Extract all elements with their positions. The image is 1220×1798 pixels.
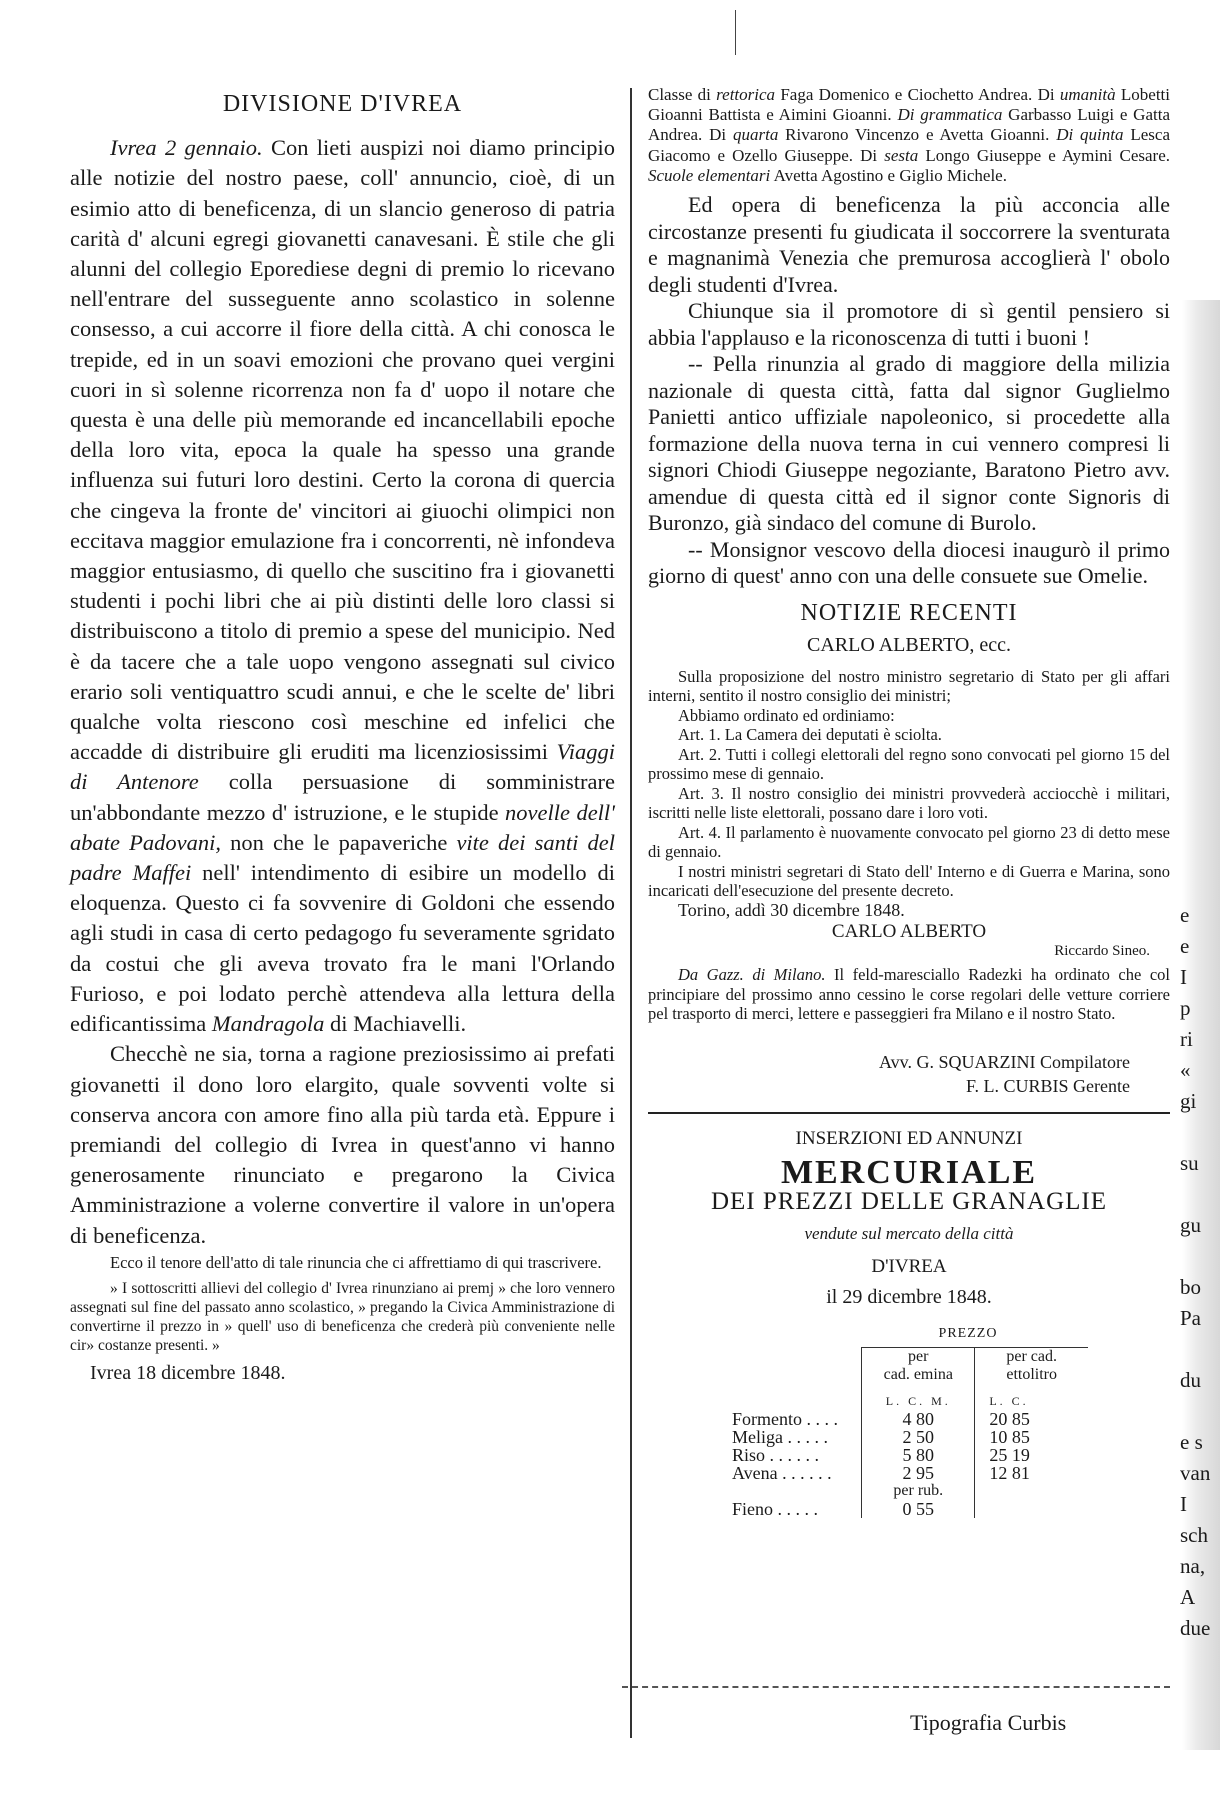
decree-king-signature: CARLO ALBERTO [831, 921, 987, 943]
class-name: Di quinta [1056, 125, 1124, 145]
edge-fragment: bo [1180, 1275, 1201, 1299]
book-title: Mandragola [211, 1011, 325, 1037]
article-paragraph [70, 133, 615, 1039]
edge-fragment: « [1180, 1058, 1191, 1082]
table-row [728, 1428, 1088, 1446]
edge-fragment: Pa [1180, 1306, 1201, 1330]
class-name: Scuole elementari [648, 165, 771, 185]
table-row [728, 1500, 1088, 1518]
edge-fragment: p [1180, 996, 1191, 1020]
price-ettolitro: 12 81 [975, 1464, 1088, 1482]
adjacent-page-fragments [1180, 900, 1220, 1644]
prezzo-header: PREZZO [938, 1325, 998, 1341]
decree-order: Abbiamo ordinato ed ordiniamo: [678, 705, 895, 725]
compilatore-line: Avv. G. SQUARZINI Compilatore [879, 1051, 1130, 1072]
price-emina: 5 80 [862, 1446, 975, 1464]
price-table [728, 1321, 1088, 1519]
dateline: Ivrea 2 gennaio. [110, 135, 263, 161]
text-run: Classe di [648, 85, 717, 104]
decree-article: Art. 3. Il nostro consiglio dei ministri provvederà acciocchè i militari, iscritti nelle liste elettorali, possano dare i loro voti. [648, 783, 1170, 823]
city-label: D'IVREA [871, 1255, 947, 1277]
edge-fragment: e s [1180, 1430, 1203, 1454]
price-ettolitro: 10 85 [975, 1428, 1088, 1446]
edge-fragment: du [1180, 1368, 1201, 1392]
edge-fragment: na, [1180, 1554, 1206, 1578]
unit-note: per rub. [862, 1482, 975, 1500]
edge-fragment: I [1180, 965, 1187, 989]
grain-name: Formento . . . . [732, 1409, 838, 1430]
class-name: sesta [884, 145, 919, 165]
edge-fragment [1180, 1334, 1220, 1365]
price-emina: 2 95 [862, 1464, 975, 1482]
edge-fragment [1180, 1179, 1220, 1210]
header-line: per [908, 1348, 929, 1366]
edge-fragment: van [1180, 1461, 1211, 1485]
text-run: Faga Domenico e Ciochetto Andrea. Di [775, 85, 1060, 104]
decree-date: Torino, addì 30 dicembre 1848. [678, 899, 905, 920]
units-row [728, 1384, 1088, 1410]
price-ettolitro: 20 85 [975, 1410, 1088, 1428]
grain-name: Fieno . . . . . [732, 1499, 819, 1520]
table-header-row [728, 1348, 1088, 1385]
price-emina: 2 50 [862, 1428, 975, 1446]
decree-article: Art. 2. Tutti i collegi elettorali del regno sono convocati pel giorno 15 del prossimo mese di gennaio. [648, 744, 1170, 784]
mercuriale-title: MERCURIALE [780, 1154, 1038, 1192]
edge-fragment: gi [1180, 1089, 1197, 1113]
edge-fragment: su [1180, 1151, 1199, 1175]
edge-fragment: e [1180, 903, 1190, 927]
act-signature: Ivrea 18 dicembre 1848. [90, 1361, 286, 1384]
editor-credits [648, 1050, 1170, 1098]
class-name: umanità [1059, 85, 1116, 104]
article-paragraph: Chiunque sia il promotore di sì gentil pensiero si abbia l'applauso e la riconoscenza di tutti i buoni ! [648, 298, 1170, 350]
grain-name: Meliga . . . . . [732, 1427, 828, 1448]
edge-fragment: ri [1180, 1027, 1193, 1051]
units-cell: L. C. M. [862, 1384, 975, 1410]
edge-fragment [1180, 1396, 1220, 1427]
grain-name: Riso . . . . . . [732, 1445, 820, 1466]
column-header [975, 1348, 1088, 1385]
table-row [728, 1410, 1088, 1428]
text-run: Lobetti Gioanni Battista e Aimini Gioanni. [648, 85, 1170, 125]
column-top-mark [735, 10, 736, 55]
price-date: il 29 dicembre 1848. [826, 1286, 992, 1309]
header-line: ettolitro [1006, 1366, 1057, 1384]
price-ettolitro: 25 19 [975, 1446, 1088, 1464]
column-rule [630, 88, 632, 1738]
edge-fragment: e [1180, 934, 1190, 958]
class-list [648, 85, 1170, 186]
price-emina: 0 55 [862, 1500, 975, 1518]
text-run: Longo Giuseppe e Aymini Cesare. [918, 145, 1170, 165]
text-run: colla persuasione di somministrare un'abbondante mezzo d' istruzione, e le stupide [70, 769, 616, 825]
source-label: Da Gazz. di Milano. [678, 965, 826, 985]
book-title: Viaggi di Antenore [70, 739, 615, 795]
class-name: Di grammatica [897, 105, 1003, 125]
grain-name: Avena . . . . . . [732, 1463, 832, 1484]
price-emina: 4 80 [862, 1410, 975, 1428]
footer-divider [622, 1686, 1170, 1688]
edge-fragment [1180, 1241, 1220, 1272]
text-run: Rivarono Vincenzo e Avetta Gioanni. [778, 125, 1057, 145]
text-run: Il feld-maresciallo Radezki ha ordinato che col principiare del prossimo anno cessino le corse regolari delle vetture corriere pel trasporto di merci, lettere e passeggieri fra Milano e il nostro Stato. [648, 965, 1171, 1024]
book-title: vite dei santi del padre Maffei [70, 829, 615, 886]
section-title: DIVISIONE D'IVREA [222, 91, 463, 117]
decree-minister-signature: Riccardo Sineo. [1054, 942, 1150, 959]
article-paragraph: Ed opera di beneficenza la più acconcia alle circostanze presenti fu giudicata il soccorrere la sventurata e magnanimà Venezia che premurosa accoglierà l' obolo degli studenti d'Ivrea. [648, 192, 1170, 297]
prices-title: DEI PREZZI DELLE GRANAGLIE [710, 1187, 1108, 1215]
quoted-act: » I sottoscritti allievi del collegio d' Ivrea rinunziano ai premj » che loro vennero assegnati sul fine del passato anno scolastico, » pregando la Civica Amministrazione di convertirne il prezzo in » quell' uso di beneficenza che crederà più conveniente nelle cir» costanze presenti. » [70, 1279, 615, 1354]
header-line: cad. emina [883, 1366, 953, 1384]
text-run: di Machiavelli. [324, 1011, 467, 1037]
article-paragraph: -- Monsignor vescovo della diocesi inaugurò il primo giorno di quest' anno con una delle consuete sue Omelie. [648, 536, 1170, 589]
edge-fragment: I [1180, 1492, 1187, 1516]
decree-closing: I nostri ministri segretari di Stato dell' Interno e di Guerra e Marina, sono incaricati dell'esecuzione del presente decreto. [648, 861, 1170, 901]
gerente-line: F. L. CURBIS Gerente [965, 1075, 1130, 1096]
article-paragraph: Checchè ne sia, torna a ragione preziosissimo ai prefati giovanetti il dono loro elargito, quale sovventi volte si conserva ancora con amore fino alla più tarda età. Eppure i premiandi del collegio di Ivrea in quest'anno vi hanno generosamente rinunciato e pregarono la Civica Amministrazione a volerne convertire il valore in un'opera di beneficenza. [70, 1041, 615, 1248]
note-paragraph: Ecco il tenore dell'atto di tale rinuncia che ci affrettiamo di qui trascrivere. [110, 1252, 602, 1272]
class-name: quarta [732, 125, 779, 145]
text-run: Lesca Giacomo e Ozello Giuseppe. Di [648, 125, 1171, 165]
decree-intro: Sulla proposizione del nostro ministro segretario di Stato per gli affari interni, sentito il nostro consiglio dei ministri; [648, 666, 1170, 706]
right-column [648, 85, 1170, 1518]
text-run: Avetta Agostino e Giglio Michele. [770, 165, 1007, 185]
header-line: per cad. [1006, 1348, 1057, 1366]
text-run: Con lieti auspizi noi diamo principio alle notizie del nostro paese, coll' annuncio, cioè, di un esimio atto di beneficenza, di un slancio generoso di patria carità d' alcuni egregi giovanetti canavesani. È stile che gli alunni del collegio Eporediese degni di premio lo ricevano nell'entrare del susseguente anno scolastico in solenne consesso, a cui accorre il fiore della città. A chi conosca le trepide, ed in un soavi emozioni che provano quei vergini cuori in sì solenne ricorrenza non fa d' uopo il notare che questa è una delle più memorande ed incancellabili epoche della loro vita, epoca la quale ha spesso una grande influenza sui futuri loro destini. Certo la corona di quercia che cingeva la fronte de' vincitori ai giuochi olimpici non eccitava maggior emulazione fra i concorrenti, nè infondeva maggior entusiasmo, di quello che suscitino fra i giovanetti studenti i pochi libri che ai più distinti delle loro classi si distribuiscono a titolo di premio a spese del municipio. Ned è da tacere che a tale uopo vengono assegnati sul civico erario soli ventiquattro scudi annui, e che le scelte de' libri qualche volta riescono così meschine ed infelici che accadde di distribuire gli eruditi ma licenziosissimi [70, 135, 615, 765]
edge-fragment: A [1180, 1585, 1196, 1609]
table-row [728, 1482, 1088, 1500]
book-title: novelle dell' abate Padovani, [70, 799, 615, 855]
price-grid [728, 1347, 1088, 1518]
class-name: rettorica [716, 85, 776, 104]
royal-decree [648, 667, 1170, 1024]
section-divider [648, 1112, 1170, 1114]
decree-article: Art. 4. Il parlamento è nuovamente convocato pel giorno 23 di detto mese di gennaio. [648, 822, 1170, 862]
text-run: non che le papaveriche [220, 829, 457, 855]
edge-fragment: gu [1180, 1213, 1201, 1237]
decree-article: Art. 1. La Camera dei deputati è sciolta. [678, 725, 942, 745]
text-run: nell' intendimento di esibire un modello di eloquenza. Questo ci fa sovvenire di Goldoni che essendo agli studi in casa di certo pedagogo fu severamente sgridato da costui che gli aveva trovato fra le mani l'Orlando Furioso, e poi lodato perchè attendeva alla lettura della edificantissima [70, 860, 615, 1037]
units-cell: L. C. [975, 1384, 1088, 1410]
milano-note [648, 965, 1170, 1024]
ads-heading: INSERZIONI ED ANNUNZI [795, 1127, 1023, 1149]
edge-fragment [1180, 1117, 1220, 1148]
market-subtitle: vendute sul mercato della città [804, 1224, 1014, 1244]
printer-credit: Tipografia Curbis [910, 1710, 1067, 1735]
table-row [728, 1446, 1088, 1464]
article-paragraph: -- Pella rinunzia al grado di maggiore della milizia nazionale di questa città, fatta dal signor Guglielmo Panietti antico uffiziale napoleonico, si procedette alla formazione della nuova terna in cui vennero compresi li signori Chiodi Giuseppe negoziante, Baratono Pietro avv. amendue di questa città ed il signor conte Signoris di Buronzo, già sindaco del comune di Burolo. [648, 351, 1170, 536]
table-row [728, 1464, 1088, 1482]
column-header [862, 1348, 975, 1385]
news-heading: NOTIZIE RECENTI [800, 599, 1018, 626]
left-column [70, 85, 615, 1385]
decree-heading: CARLO ALBERTO, ecc. [807, 634, 1011, 657]
edge-fragment: due [1180, 1616, 1211, 1640]
text-run: Garbasso Luigi e Gatta Andrea. Di [648, 105, 1170, 145]
edge-fragment: sch [1180, 1523, 1208, 1547]
